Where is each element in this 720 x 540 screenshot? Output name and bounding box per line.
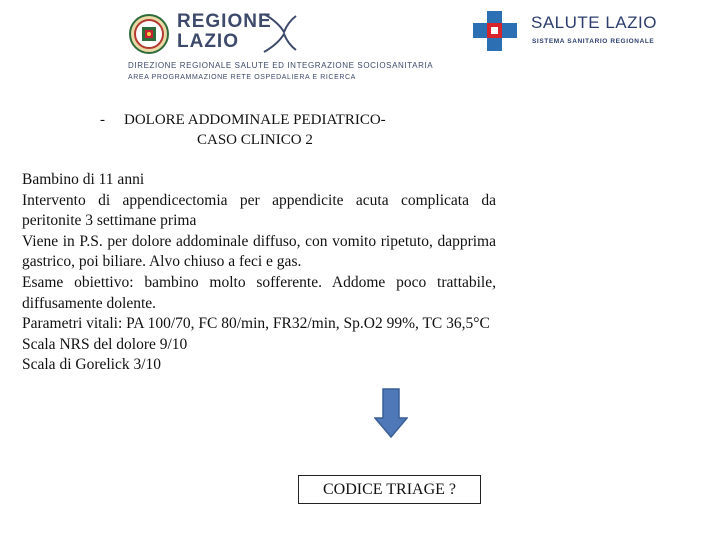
case-line-nrs: Scala NRS del dolore 9/10 xyxy=(22,335,188,353)
directorate-line1: DIREZIONE REGIONALE SALUTE ED INTEGRAZIONE SOCIOSANITARIA xyxy=(128,61,434,70)
case-line-surgery: Intervento di appendicectomia per appendicite acuta complicata da peritonite 3 settimane prima xyxy=(22,191,496,230)
case-line-exam: Esame obiettivo: bambino molto sofferente. Addome poco trattabile, diffusamente dolente. xyxy=(22,273,496,312)
regione-logo-line2: LAZIO xyxy=(177,31,239,52)
slide-title-line1: DOLORE ADDOMINALE PEDIATRICO- xyxy=(124,112,386,128)
case-description xyxy=(22,170,496,376)
case-line-gorelick: Scala di Gorelick 3/10 xyxy=(22,356,162,374)
regione-logo-line1: REGIONE xyxy=(177,11,272,32)
title-bullet: - xyxy=(100,112,105,128)
directorate-line2: AREA PROGRAMMAZIONE RETE OSPEDALIERA E RICERCA xyxy=(128,74,356,81)
regione-logo-swoosh-icon xyxy=(262,12,298,54)
down-arrow-icon xyxy=(374,388,408,438)
slide-title-line2: CASO CLINICO 2 xyxy=(197,132,313,148)
salute-lazio-cross-icon xyxy=(472,10,518,52)
salute-logo-subtitle: SISTEMA SANITARIO REGIONALE xyxy=(532,38,655,45)
salute-logo-title: SALUTE LAZIO xyxy=(531,13,657,32)
regione-lazio-emblem-icon xyxy=(128,13,170,55)
case-line-vitals: Parametri vitali: PA 100/70, FC 80/min, FR32/min, Sp.O2 99%, TC 36,5°C xyxy=(22,315,490,333)
codice-triage-box: CODICE TRIAGE ? xyxy=(298,475,481,504)
case-line-presentation: Viene in P.S. per dolore addominale diffuso, con vomito ripetuto, dapprima gastrico, poi biliare. Alvo chiuso a feci e gas. xyxy=(22,232,496,271)
case-line-age: Bambino di 11 anni xyxy=(22,171,145,188)
